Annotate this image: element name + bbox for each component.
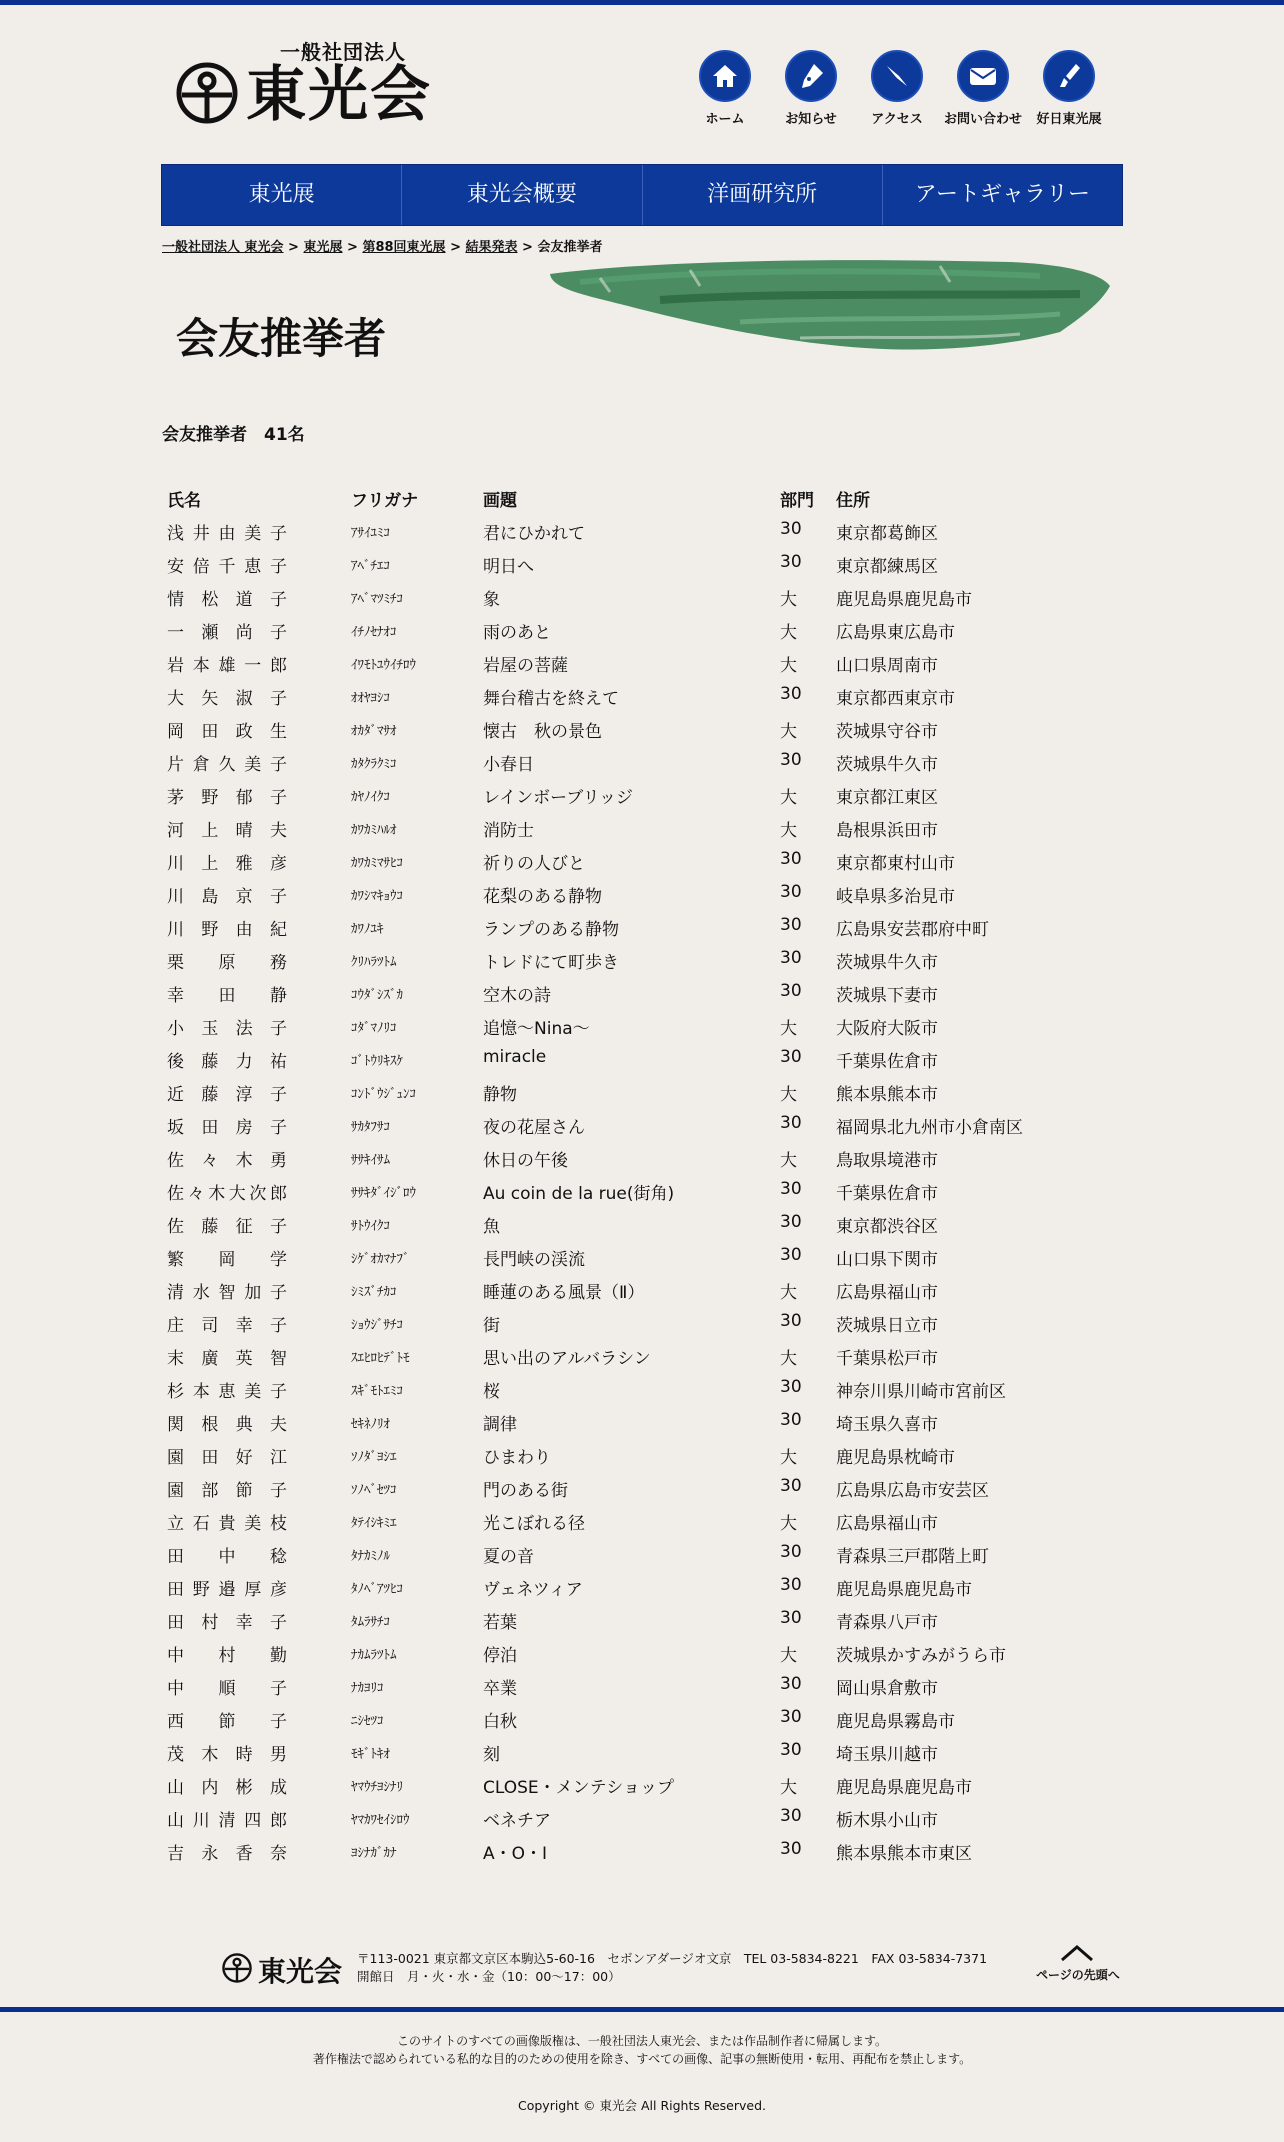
cell-title: 長門峡の渓流 xyxy=(483,1250,585,1270)
cell-kana: ｶﾜｶﾐﾏｻﾋｺ xyxy=(351,856,403,871)
cell-dept: 30 xyxy=(780,552,802,572)
header-address: 住所 xyxy=(836,491,870,511)
cell-title: 消防士 xyxy=(483,821,534,841)
cell-address: 鹿児島県霧島市 xyxy=(836,1712,955,1732)
table-row xyxy=(162,645,1062,678)
cell-kana: ｶﾜｶﾐﾊﾙｵ xyxy=(351,823,397,838)
pen-nib-icon xyxy=(796,61,826,91)
cell-title: 明日へ xyxy=(483,557,534,577)
cell-title: 夜の花屋さん xyxy=(483,1118,585,1138)
cell-address: 鳥取県境港市 xyxy=(836,1151,938,1171)
table-row xyxy=(162,1536,1062,1569)
cell-name: 繁岡学 xyxy=(167,1250,287,1270)
cell-title: 岩屋の菩薩 xyxy=(483,656,568,676)
table-row xyxy=(162,546,1062,579)
cell-title: 白秋 xyxy=(483,1712,517,1732)
cell-kana: ｱｻｲﾕﾐｺ xyxy=(351,526,390,541)
site-logo[interactable] xyxy=(174,36,434,136)
cell-title: 街 xyxy=(483,1316,500,1336)
cell-kana: ｾｷﾈﾉﾘｵ xyxy=(351,1417,390,1432)
cell-kana: ｺﾞﾄｳﾘｷｽｹ xyxy=(351,1054,403,1069)
cell-name: 川野由紀 xyxy=(167,920,287,940)
table-row xyxy=(162,843,1062,876)
main-nav-gallery[interactable]: アートギャラリー xyxy=(882,165,1122,225)
cell-kana: ﾅｶﾖﾘｺ xyxy=(351,1681,384,1696)
cell-name: 近藤淳子 xyxy=(167,1085,287,1105)
cell-title: CLOSE・メンテショップ xyxy=(483,1778,674,1798)
cell-name: 後藤力祐 xyxy=(167,1052,287,1072)
table-row xyxy=(162,1338,1062,1371)
breadcrumb-current: 会友推挙者 xyxy=(537,240,603,255)
cell-dept: 30 xyxy=(780,948,802,968)
cell-address: 埼玉県久喜市 xyxy=(836,1415,938,1435)
cell-dept: 30 xyxy=(780,750,802,770)
cell-dept: 大 xyxy=(780,656,797,676)
cell-title: 小春日 xyxy=(483,755,534,775)
cell-title: 静物 xyxy=(483,1085,517,1105)
header-kana: フリガナ xyxy=(351,491,419,511)
cell-dept: 30 xyxy=(780,1179,802,1199)
cell-name: 情松道子 xyxy=(167,590,287,610)
cell-address: 青森県三戸郡階上町 xyxy=(836,1547,989,1567)
cell-kana: ｺﾝﾄﾞｳｼﾞｭﾝｺ xyxy=(351,1087,416,1102)
table-row xyxy=(162,1602,1062,1635)
cell-address: 鹿児島県鹿児島市 xyxy=(836,1778,972,1798)
cell-title: 追憶～Nina～ xyxy=(483,1019,590,1039)
table-row xyxy=(162,711,1062,744)
cell-kana: ｿﾉﾍﾞｾﾂｺ xyxy=(351,1483,397,1498)
cell-dept: 大 xyxy=(780,1151,797,1171)
cell-address: 山口県周南市 xyxy=(836,656,938,676)
cell-kana: ﾀﾑﾗｻﾁｺ xyxy=(351,1615,390,1630)
cell-title: 君にひかれて xyxy=(483,524,585,544)
table-row xyxy=(162,1206,1062,1239)
cell-name: 佐々木大次郎 xyxy=(167,1184,287,1204)
cell-title: トレドにて町歩き xyxy=(483,953,619,973)
nav-koujitsu[interactable] xyxy=(1014,50,1124,127)
footer-address-line: 〒113-0021 東京都文京区本駒込5-60-16 セボンアダージオ文京 TEL 03-5834-8221 FAX 03-5834-7371 xyxy=(357,1951,988,1966)
cell-title: 祈りの人びと xyxy=(483,854,585,874)
cell-kana: ｻﾄｳｲｸｺ xyxy=(351,1219,390,1234)
cell-dept: 大 xyxy=(780,1019,797,1039)
table-row xyxy=(162,1635,1062,1668)
cell-title: 思い出のアルバラシン xyxy=(483,1349,651,1369)
table-row xyxy=(162,1305,1062,1338)
cell-kana: ｶﾔﾉｲｸｺ xyxy=(351,790,390,805)
cell-title: 卒業 xyxy=(483,1679,517,1699)
cell-kana: ｶﾜﾉﾕｷ xyxy=(351,922,384,937)
cell-dept: 30 xyxy=(780,981,802,1001)
table-row xyxy=(162,777,1062,810)
table-row xyxy=(162,1569,1062,1602)
cell-address: 青森県八戸市 xyxy=(836,1613,938,1633)
header-title: 画題 xyxy=(483,491,517,511)
cell-title: ヴェネツィア xyxy=(483,1580,583,1600)
table-row xyxy=(162,1503,1062,1536)
table-row xyxy=(162,1107,1062,1140)
cell-address: 鹿児島県鹿児島市 xyxy=(836,1580,972,1600)
cell-title: A・O・I xyxy=(483,1844,548,1864)
cell-title: 花梨のある静物 xyxy=(483,887,602,907)
cell-title: miracle xyxy=(483,1047,547,1067)
cell-name: 山内彬成 xyxy=(167,1778,287,1798)
cell-dept: 大 xyxy=(780,1778,797,1798)
cell-name: 中順子 xyxy=(167,1679,287,1699)
cell-kana: ﾅｶﾑﾗﾂﾄﾑ xyxy=(351,1648,397,1663)
cell-kana: ｲﾜﾓﾄﾕｳｲﾁﾛｳ xyxy=(351,658,416,673)
cell-dept: 30 xyxy=(780,1245,802,1265)
nav-news-label: お知らせ xyxy=(785,112,837,127)
compass-icon xyxy=(882,61,912,91)
cell-kana: ｲﾁﾉｾﾅｵｺ xyxy=(351,625,397,640)
nav-contact-label: お問い合わせ xyxy=(943,112,1022,127)
table-row xyxy=(162,1140,1062,1173)
cell-address: 山口県下関市 xyxy=(836,1250,938,1270)
cell-address: 茨城県下妻市 xyxy=(836,986,938,1006)
cell-dept: 30 xyxy=(780,1410,802,1430)
cell-name: 茅野郁子 xyxy=(167,788,287,808)
cell-address: 岡山県倉敷市 xyxy=(836,1679,938,1699)
cell-dept: 30 xyxy=(780,1311,802,1331)
cell-dept: 30 xyxy=(780,1707,802,1727)
cell-address: 島根県浜田市 xyxy=(836,821,938,841)
cell-name: 片倉久美子 xyxy=(167,755,287,775)
cell-kana: ｽｴﾋﾛﾋﾃﾞﾄﾓ xyxy=(351,1351,410,1366)
cell-address: 茨城県牛久市 xyxy=(836,755,938,775)
cell-name: 関根典夫 xyxy=(167,1415,287,1435)
cell-title: 休日の午後 xyxy=(483,1151,568,1171)
logo-title: 東光会 xyxy=(246,60,432,130)
brush-stroke-decoration xyxy=(540,252,1116,360)
footer-logo-text: 東光会 xyxy=(258,1955,343,1988)
cell-kana: ﾓｷﾞﾄｷｵ xyxy=(351,1747,390,1762)
emblem-icon xyxy=(222,1953,252,1983)
main-nav xyxy=(161,164,1123,226)
cell-title: Au coin de la rue(街角) xyxy=(483,1184,675,1204)
cell-name: 清水智加子 xyxy=(167,1283,287,1303)
cell-address: 神奈川県川崎市宮前区 xyxy=(836,1382,1006,1402)
cell-name: 田村幸子 xyxy=(167,1613,287,1633)
cell-address: 広島県東広島市 xyxy=(836,623,955,643)
main-nav-exhibition[interactable]: 東光展 xyxy=(248,182,315,207)
cell-name: 安倍千恵子 xyxy=(167,557,287,577)
cell-dept: 30 xyxy=(780,1674,802,1694)
table-row xyxy=(162,1470,1062,1503)
cell-dept: 大 xyxy=(780,590,797,610)
cell-address: 栃木県小山市 xyxy=(836,1811,938,1831)
cell-address: 東京都葛飾区 xyxy=(836,524,938,544)
cell-dept: 30 xyxy=(780,882,802,902)
cell-name: 園田好江 xyxy=(167,1448,287,1468)
copyright: Copyright © 東光会 All Rights Reserved. xyxy=(517,2098,767,2113)
table-row xyxy=(162,744,1062,777)
main-nav-institute[interactable]: 洋画研究所 xyxy=(642,165,882,225)
breadcrumb: 一般社団法人 東光会 > 東光展 > 第88回東光展 > 結果発表 > 会友推挙者 xyxy=(162,240,603,255)
cell-kana: ｼｹﾞｵｶﾏﾅﾌﾞ xyxy=(351,1252,410,1267)
table-row xyxy=(162,513,1062,546)
cell-dept: 大 xyxy=(780,623,797,643)
page-top-label: ページの先頭へ xyxy=(1036,1968,1120,1982)
cell-dept: 大 xyxy=(780,1448,797,1468)
cell-address: 千葉県松戸市 xyxy=(836,1349,938,1369)
table-row xyxy=(162,612,1062,645)
cell-kana: ﾀﾉﾍﾞｱﾂﾋｺ xyxy=(351,1582,403,1597)
cell-kana: ｵｵﾔﾖｼｺ xyxy=(351,691,390,706)
logo-subtitle: 一般社団法人 xyxy=(280,40,406,64)
cell-name: 栗原務 xyxy=(167,953,287,973)
footer-address xyxy=(357,1950,987,1986)
table-row xyxy=(162,975,1062,1008)
cell-title: 光こぼれる径 xyxy=(483,1514,585,1534)
cell-title: 調律 xyxy=(483,1415,517,1435)
cell-address: 福岡県北九州市小倉南区 xyxy=(836,1118,1023,1138)
breadcrumb-link-results[interactable]: 結果発表 xyxy=(465,240,518,255)
home-icon xyxy=(710,61,740,91)
cell-name: 茂木時男 xyxy=(167,1745,287,1765)
cell-kana: ｱﾍﾞﾏﾂﾐﾁｺ xyxy=(351,592,403,607)
cell-address: 茨城県かすみがうら市 xyxy=(836,1646,1006,1666)
cell-title: 門のある街 xyxy=(483,1481,568,1501)
cell-name: 西節子 xyxy=(167,1712,287,1732)
cell-name: 浅井由美子 xyxy=(167,524,287,544)
cell-name: 山川清四郎 xyxy=(167,1811,287,1831)
cell-address: 埼玉県川越市 xyxy=(836,1745,938,1765)
cell-dept: 30 xyxy=(780,1806,802,1826)
cell-name: 一瀬尚子 xyxy=(167,623,287,643)
cell-kana: ｼﾐｽﾞﾁｶｺ xyxy=(351,1285,397,1300)
cell-name: 岩本雄一郎 xyxy=(167,656,287,676)
cell-name: 坂田房子 xyxy=(167,1118,287,1138)
nav-access-label: アクセス xyxy=(871,112,923,127)
cell-dept: 大 xyxy=(780,1085,797,1105)
table-row xyxy=(162,1734,1062,1767)
breadcrumb-link-home[interactable]: 一般社団法人 東光会 xyxy=(162,240,284,255)
cell-kana: ｻｶﾀﾌｻｺ xyxy=(351,1120,390,1135)
cell-dept: 大 xyxy=(780,788,797,808)
cell-address: 東京都練馬区 xyxy=(836,557,938,577)
cell-kana: ｼｮｳｼﾞｻﾁｺ xyxy=(351,1318,403,1333)
cell-address: 広島県福山市 xyxy=(836,1514,938,1534)
cell-name: 末廣英智 xyxy=(167,1349,287,1369)
cell-dept: 30 xyxy=(780,1377,802,1397)
cell-title: 刻 xyxy=(483,1745,500,1765)
cell-kana: ｺｳﾀﾞｼｽﾞｶ xyxy=(351,988,403,1003)
nav-home-label: ホーム xyxy=(705,112,745,127)
top-accent-bar xyxy=(0,0,1284,5)
table-row xyxy=(162,1008,1062,1041)
copyright-notice-2: 著作権法で認められている私的な目的のための使用を除き、すべての画像、記事の無断使用・転用、再配布を禁止します。 xyxy=(312,2052,972,2066)
page-top-button[interactable] xyxy=(1036,1944,1118,1983)
table-row xyxy=(162,1701,1062,1734)
cell-name: 佐藤征子 xyxy=(167,1217,287,1237)
cell-name: 杉本恵美子 xyxy=(167,1382,287,1402)
cell-address: 広島県安芸郡府中町 xyxy=(836,920,989,940)
main-nav-about[interactable]: 東光会概要 xyxy=(401,165,641,225)
cell-dept: 30 xyxy=(780,1476,802,1496)
cell-dept: 大 xyxy=(780,1514,797,1534)
cell-address: 茨城県守谷市 xyxy=(836,722,938,742)
cell-address: 茨城県日立市 xyxy=(836,1316,938,1336)
cell-name: 吉永香奈 xyxy=(167,1844,287,1864)
cell-address: 東京都江東区 xyxy=(836,788,938,808)
cell-dept: 30 xyxy=(780,1542,802,1562)
cell-title: レインボーブリッジ xyxy=(483,788,633,808)
table-row xyxy=(162,1767,1062,1800)
cell-title: 夏の音 xyxy=(483,1547,534,1567)
cell-dept: 30 xyxy=(780,1839,802,1859)
cell-kana: ﾔﾏｳﾁﾖｼﾅﾘ xyxy=(351,1780,403,1795)
cell-name: 河上晴夫 xyxy=(167,821,287,841)
cell-dept: 大 xyxy=(780,1283,797,1303)
cell-title: 雨のあと xyxy=(483,623,551,643)
table-row xyxy=(162,678,1062,711)
emblem-icon xyxy=(176,62,238,124)
copyright-notice-1: このサイトのすべての画像版権は、一般社団法人東光会、または作品制作者に帰属します。 xyxy=(397,2034,887,2048)
cell-name: 川上雅彦 xyxy=(167,854,287,874)
cell-name: 小玉法子 xyxy=(167,1019,287,1039)
cell-dept: 大 xyxy=(780,1646,797,1666)
cell-address: 茨城県牛久市 xyxy=(836,953,938,973)
cell-name: 大矢淑子 xyxy=(167,689,287,709)
cell-name: 川島京子 xyxy=(167,887,287,907)
table-row xyxy=(162,1074,1062,1107)
nav-koujitsu-label: 好日東光展 xyxy=(1036,112,1102,127)
cell-kana: ﾀﾃｲｼｷﾐｴ xyxy=(351,1516,397,1531)
cell-kana: ｻｻｷｲｻﾑ xyxy=(351,1153,390,1168)
table-row xyxy=(162,1041,1062,1074)
footer-hours: 開館日 月・火・水・金（10：00～17：00） xyxy=(357,1969,621,1984)
cell-kana: ｶﾜｼﾏｷｮｳｺ xyxy=(351,889,403,904)
cell-address: 鹿児島県鹿児島市 xyxy=(836,590,972,610)
cell-dept: 30 xyxy=(780,1212,802,1232)
table-header-row xyxy=(162,480,1062,513)
cell-name: 立石貴美枝 xyxy=(167,1514,287,1534)
cell-kana: ﾔﾏｶﾜｾｲｼﾛｳ xyxy=(351,1813,410,1828)
cell-dept: 30 xyxy=(780,1608,802,1628)
cell-dept: 30 xyxy=(780,684,802,704)
breadcrumb-link-exhibition[interactable]: 東光展 xyxy=(303,240,343,255)
cell-dept: 30 xyxy=(780,849,802,869)
cell-dept: 大 xyxy=(780,722,797,742)
cell-title: 空木の詩 xyxy=(483,986,551,1006)
table-row xyxy=(162,909,1062,942)
cell-title: 魚 xyxy=(483,1217,500,1237)
table-row xyxy=(162,1437,1062,1470)
cell-title: 懐古 秋の景色 xyxy=(483,722,602,742)
cell-name: 田中稔 xyxy=(167,1547,287,1567)
cell-kana: ｶﾀｸﾗｸﾐｺ xyxy=(351,757,397,772)
cell-dept: 30 xyxy=(780,1113,802,1133)
table-row xyxy=(162,1173,1062,1206)
cell-title: 桜 xyxy=(483,1382,500,1402)
cell-dept: 30 xyxy=(780,1047,802,1067)
cell-address: 広島県広島市安芸区 xyxy=(836,1481,989,1501)
cell-kana: ｽｷﾞﾓﾄｴﾐｺ xyxy=(351,1384,403,1399)
cell-title: 睡蓮のある風景（Ⅱ） xyxy=(483,1283,645,1303)
cell-title: 若葉 xyxy=(483,1613,517,1633)
table-row xyxy=(162,1371,1062,1404)
cell-title: 象 xyxy=(483,590,500,610)
cell-address: 東京都東村山市 xyxy=(836,854,955,874)
cell-address: 熊本県熊本市 xyxy=(836,1085,938,1105)
table-row xyxy=(162,1668,1062,1701)
mail-icon xyxy=(967,61,999,91)
breadcrumb-link-88th[interactable]: 第88回東光展 xyxy=(362,240,446,255)
table-row xyxy=(162,1239,1062,1272)
table-row xyxy=(162,1833,1062,1866)
cell-address: 東京都渋谷区 xyxy=(836,1217,938,1237)
nominee-table xyxy=(162,480,1062,1866)
cell-name: 庄司幸子 xyxy=(167,1316,287,1336)
header-name: 氏名 xyxy=(167,491,201,511)
cell-kana: ﾆｼｾﾂｺ xyxy=(351,1714,384,1729)
cell-name: 園部節子 xyxy=(167,1481,287,1501)
cell-dept: 大 xyxy=(780,1349,797,1369)
cell-dept: 大 xyxy=(780,821,797,841)
table-row xyxy=(162,579,1062,612)
chevron-up-icon xyxy=(1060,1944,1094,1962)
cell-kana: ｿﾉﾀﾞﾖｼｴ xyxy=(351,1450,397,1465)
cell-address: 東京都西東京市 xyxy=(836,689,955,709)
cell-kana: ｱﾍﾞﾁｴｺ xyxy=(351,559,390,574)
table-row xyxy=(162,942,1062,975)
cell-title: 停泊 xyxy=(483,1646,517,1666)
table-row xyxy=(162,1800,1062,1833)
cell-dept: 30 xyxy=(780,915,802,935)
table-row xyxy=(162,1404,1062,1437)
cell-title: ベネチア xyxy=(483,1811,551,1831)
cell-title: ひまわり xyxy=(483,1448,551,1468)
cell-address: 千葉県佐倉市 xyxy=(836,1052,938,1072)
cell-kana: ﾖｼﾅｶﾞｶﾅ xyxy=(351,1846,397,1861)
cell-address: 岐阜県多治見市 xyxy=(836,887,955,907)
cell-address: 熊本県熊本市東区 xyxy=(836,1844,972,1864)
footer-logo[interactable] xyxy=(222,1950,342,1986)
cell-address: 大阪府大阪市 xyxy=(836,1019,938,1039)
cell-kana: ｵｶﾀﾞﾏｻｵ xyxy=(351,724,397,739)
cell-address: 千葉県佐倉市 xyxy=(836,1184,938,1204)
table-row xyxy=(162,876,1062,909)
cell-kana: ﾀﾅｶﾐﾉﾙ xyxy=(351,1549,390,1564)
cell-kana: ｻｻｷﾀﾞｲｼﾞﾛｳ xyxy=(351,1186,416,1201)
cell-title: 舞台稽古を終えて xyxy=(483,689,619,709)
table-row xyxy=(162,1272,1062,1305)
cell-kana: ｸﾘﾊﾗﾂﾄﾑ xyxy=(351,955,397,970)
cell-dept: 30 xyxy=(780,519,802,539)
table-row xyxy=(162,810,1062,843)
brush-icon xyxy=(1054,61,1084,91)
cell-address: 鹿児島県枕崎市 xyxy=(836,1448,955,1468)
cell-dept: 30 xyxy=(780,1575,802,1595)
footer-accent-bar xyxy=(0,2007,1284,2012)
cell-name: 佐々木勇 xyxy=(167,1151,287,1171)
table-body xyxy=(162,513,1062,1866)
cell-name: 幸田静 xyxy=(167,986,287,1006)
cell-title: ランプのある静物 xyxy=(483,920,619,940)
cell-address: 広島県福山市 xyxy=(836,1283,938,1303)
cell-name: 中村勤 xyxy=(167,1646,287,1666)
cell-name: 田野邉厚彦 xyxy=(167,1580,287,1600)
page-title: 会友推挙者 xyxy=(176,314,387,363)
header-dept: 部門 xyxy=(780,491,814,511)
cell-kana: ｺﾀﾞﾏﾉﾘｺ xyxy=(351,1021,397,1036)
cell-dept: 30 xyxy=(780,1740,802,1760)
cell-name: 岡田政生 xyxy=(167,722,287,742)
member-count: 会友推挙者 41名 xyxy=(162,425,305,445)
